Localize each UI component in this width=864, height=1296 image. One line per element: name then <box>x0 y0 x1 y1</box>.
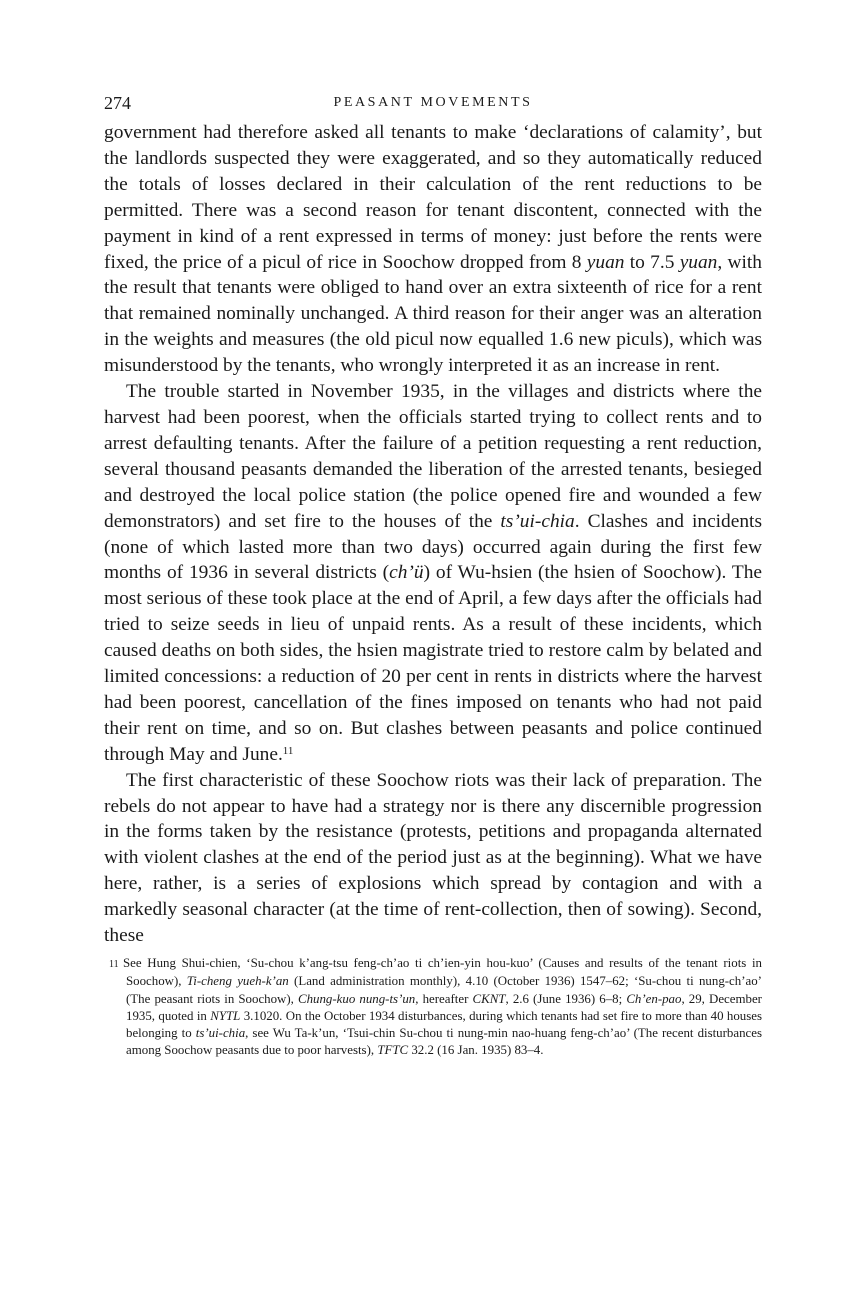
footnote-reference: 11 <box>282 744 294 757</box>
running-header <box>104 90 762 120</box>
page-number: 274 <box>104 93 131 113</box>
footnotes <box>104 955 762 1060</box>
body-text <box>104 120 762 949</box>
paragraph: The trouble started in November 1935, in the villages and districts where the harvest had been poorest, when the officials started trying to collect rents and to arrest defaulting tenants. After the failure of a petition requesting a rent reduction, several thousand peasants demanded the liberation of the arrested tenants, besieged and destroyed the local police station (the police opened fire and wounded a few demonstrators) and set fire to the houses of the ts’ui-chia. Clashes and incidents (none of which lasted more than two days) occurred again during the first few months of 1936 in several districts (ch’ü) of Wu-hsien (the hsien of Soochow). The most serious of these took place at the end of April, a few days after the officials had tried to seize seeds in lieu of unpaid rents. As a result of these incidents, which caused deaths on both sides, the hsien magistrate tried to restore calm by belated and limited concessions: a reduction of 20 per cent in rents in districts where the harvest had been poorest, cancellation of the fines imposed on tenants who had not paid their rent on time, and so on. But clashes between peasants and police continued through May and June.$^{11}$ <box>104 381 763 765</box>
running-title: PEASANT MOVEMENTS <box>333 95 533 110</box>
paragraph: The first characteristic of these Soochow riots was their lack of preparation. The rebels do not appear to have had a strategy nor is there any discernible progression in the forms taken by the resistance (protests, petitions and propaganda alternated with violent clashes at the end of the period just as at the beginning). What we have here, rather, is a series of explosions which spread by contagion and with a markedly seasonal character (at the time of rent-collection, then of sowing). Second, these <box>104 769 762 947</box>
paragraph: government had therefore asked all tenants to make ‘declarations of calamity’, but the landlords suspected they were exaggerated, and so they automatically reduced the totals of losses declared in their calculation of the rent reductions to be permitted. There was a second reason for tenant discontent, connected with the payment in kind of a rent expressed in terms of money: just before the rents were fixed, the price of a picul of rice in Soochow dropped from 8 yuan to 7.5 yuan, with the result that tenants were obliged to hand over an extra sixteenth of rice for a rent that remained nominally unchanged. A third reason for their anger was an alteration in the weights and measures (the old picul now equalled 1.6 new piculs), which was misunderstood by the tenants, who wrongly interpreted it as an increase in rent. <box>104 122 762 377</box>
footnote-number: 11 <box>109 959 119 970</box>
footnote: 11 See Hung Shui-chien, ‘Su-chou k’ang-tsu feng-ch’ao ti ch’ien-yin hou-kuo’ (Causes and results of the tenant riots in Soochow), Ti-cheng yueh-k’an (Land administration monthly), 4.10 (October 1936) 1547–62; ‘Su-chou ti nung-ch’ao’ (The peasant riots in Soochow), Chung-kuo nung-ts’un, hereafter CKNT, 2.6 (June 1936) 6–8; Ch’en-pao, 29, December 1935, quoted in NYTL 3.1020. On the October 1934 disturbances, during which tenants had set fire to more than 40 houses belonging to ts’ui-chia, see Wu Ta-k’un, ‘Tsui-chin Su-chou ti nung-min nao-huang feng-ch’ao’ (The recent disturbances among Soochow peasants due to poor harvests), TFTC 32.2 (16 Jan. 1935) 83–4. <box>109 956 762 1058</box>
book-page <box>104 90 762 1060</box>
